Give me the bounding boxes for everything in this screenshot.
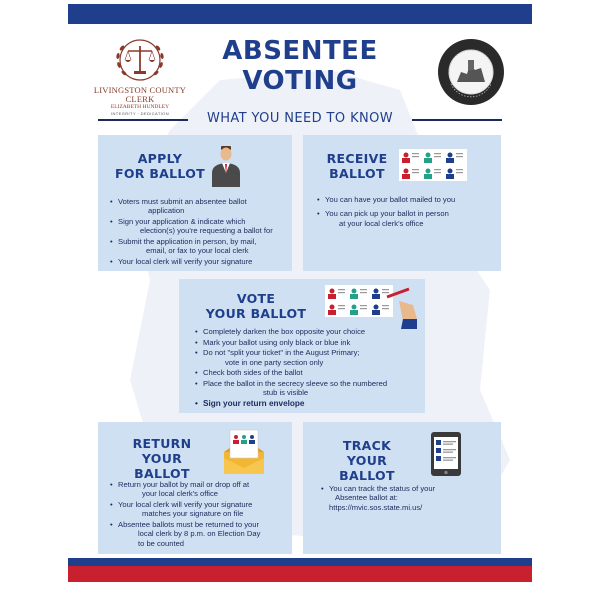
logo-clerk-title: LIVINGSTON COUNTY CLERK <box>93 85 187 104</box>
bottom-blue-bar <box>68 558 532 566</box>
vote-title-2: YOUR BALLOT <box>205 306 307 321</box>
apply-title-1: APPLY <box>137 151 183 166</box>
top-banner-bar <box>68 4 532 24</box>
vote-heading <box>201 291 311 321</box>
return-card <box>98 422 292 554</box>
subtitle-rule-left <box>98 119 188 121</box>
logo-tagline: INTEGRITY · DEDICATION <box>111 111 169 116</box>
logo-clerk-name: ELIZABETH HUNDLEY <box>110 104 170 110</box>
title-line-2: VOTING <box>242 66 358 96</box>
list-item: • Mark your ballot using only black or blue ink <box>195 338 421 347</box>
receive-list <box>317 195 499 229</box>
list-item: • Sign your application & indicate which election(s) you're requesting a ballot for <box>110 217 288 236</box>
ballot-icon <box>399 149 467 181</box>
apply-list <box>110 197 288 268</box>
apply-heading <box>110 151 210 181</box>
subtitle-rule-right <box>412 119 502 121</box>
list-item-bold: • Sign your return envelope <box>195 399 421 408</box>
list-item: • Return your ballot by mail or drop off at your local clerk's office <box>110 480 290 499</box>
receive-card <box>303 135 501 271</box>
receive-title-1: RECEIVE <box>326 151 388 166</box>
track-title-2: YOUR BALLOT <box>339 453 395 483</box>
track-url: https://mvic.sos.state.mi.us/ <box>329 502 423 512</box>
return-title-1: RETURN <box>132 436 192 451</box>
list-item: • You can have your ballot mailed to you <box>317 195 499 204</box>
track-list <box>321 484 497 513</box>
envelope-icon <box>218 428 270 476</box>
title-line-1: ABSENTEE <box>222 36 378 66</box>
list-item: • Absentee ballots must be returned to your local clerk by 8 p.m. on Election Day to be counted <box>110 520 290 548</box>
list-item: • Your local clerk will verify your signature <box>110 257 288 266</box>
vote-list <box>195 327 421 409</box>
page-title <box>180 36 420 96</box>
track-card <box>303 422 501 554</box>
list-item: • You can pick up your ballot in person at your local clerk's office <box>317 209 499 228</box>
return-heading <box>112 436 212 481</box>
scales-of-justice-icon <box>110 34 170 86</box>
track-heading <box>319 438 415 483</box>
apply-title-2: FOR BALLOT <box>115 166 205 181</box>
list-item: • Place the ballot in the secrecy sleeve so the numbered stub is visible <box>195 379 421 398</box>
vote-card <box>179 279 425 413</box>
receive-heading <box>317 151 397 181</box>
track-title-1: TRACK <box>342 438 392 453</box>
bottom-red-bar <box>68 566 532 582</box>
return-title-2: YOUR BALLOT <box>134 451 190 481</box>
list-item: • You can track the status of your Absentee ballot at: https://mvic.sos.state.mi.us/ <box>321 484 497 512</box>
person-icon <box>210 143 242 187</box>
vote-title-1: VOTE <box>236 291 276 306</box>
apply-card <box>98 135 292 271</box>
list-item: • Completely darken the box opposite your choice <box>195 327 421 336</box>
list-item: • Submit the application in person, by mail, email, or fax to your local clerk <box>110 237 288 256</box>
receive-title-2: BALLOT <box>329 166 385 181</box>
county-seal-icon <box>437 38 505 106</box>
list-item: • Do not "split your ticket" in the August Primary; vote in one party section only <box>195 348 421 367</box>
return-list <box>110 480 290 549</box>
list-item: • Your local clerk will verify your signature matches your signature on file <box>110 500 290 519</box>
page-subtitle: WHAT YOU NEED TO KNOW <box>206 111 394 126</box>
list-item: • Check both sides of the ballot <box>195 368 421 377</box>
ballot-pen-icon <box>325 285 417 329</box>
subtitle-row <box>98 110 502 130</box>
tablet-icon <box>431 432 461 476</box>
list-item: • Voters must submit an absentee ballot application <box>110 197 288 216</box>
